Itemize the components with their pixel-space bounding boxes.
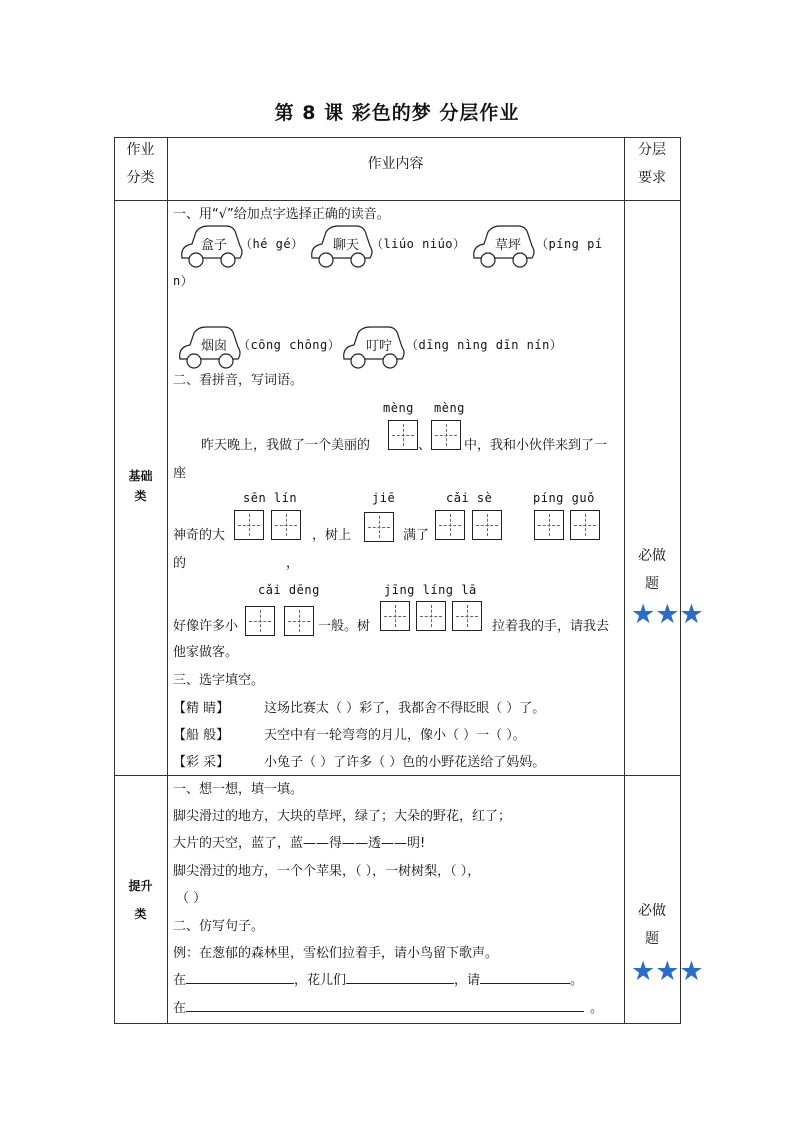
fill-text: 。 (590, 1001, 604, 1016)
fill-text: ，请 (454, 973, 481, 988)
q2-text: 的 (173, 556, 187, 571)
q2-pinyin: mèng (434, 401, 465, 415)
adv-q2-heading: 二、仿写句子。 (173, 919, 265, 934)
writing-grid[interactable] (452, 601, 482, 631)
writing-grid[interactable] (472, 510, 502, 540)
q3-text: 天空中有一轮弯弯的月儿，像小（ ）一（ ）。 (264, 728, 526, 743)
q2-pinyin: sēn lín (243, 491, 298, 505)
header-level-line1: 分层 (638, 142, 666, 158)
fill-text: ，花儿们 (294, 973, 347, 988)
writing-grid[interactable] (364, 512, 394, 542)
fill-text: 。 (570, 973, 584, 988)
q2-pinyin: píng guǒ (533, 491, 595, 505)
q1-word: 盒子 (201, 238, 228, 253)
adv-q1-line: 脚尖滑过的地方，一个个苹果，（ ），一树树梨，（ ）， (173, 864, 481, 879)
adv-q2-example: 例：在葱郁的森林里，雪松们拉着手，请小鸟留下歌声。 (173, 946, 499, 961)
writing-grid[interactable] (271, 510, 301, 540)
q1-word: 烟囱 (201, 339, 228, 354)
answer-blank[interactable] (346, 971, 454, 984)
q2-text: 、 (418, 438, 432, 453)
q2-pinyin: cǎi sè (446, 491, 493, 505)
writing-grid[interactable] (245, 606, 275, 636)
fill-text: 在 (173, 973, 187, 988)
writing-grid[interactable] (388, 420, 418, 450)
writing-grid[interactable] (431, 420, 461, 450)
q1-word: 叮咛 (366, 339, 393, 354)
q1-options: （liúo niúo） (371, 237, 466, 251)
q2-text: 昨天晚上，我做了一个美丽的 (201, 438, 371, 453)
q3-text: 这场比赛太（ ）彩了，我都舍不得眨眼（ ）了。 (264, 701, 546, 716)
basic-requirement (624, 542, 680, 598)
fill-text: 在 (173, 1001, 187, 1016)
advanced-stars: ★★★ (631, 956, 704, 987)
header-level (624, 136, 680, 192)
advanced-requirement-line2: 题 (645, 931, 659, 947)
answer-blank[interactable] (186, 971, 294, 984)
q2-text: 座 (173, 466, 187, 481)
advanced-requirement (624, 897, 680, 953)
writing-grid[interactable] (380, 601, 410, 631)
q1-word: 草坪 (495, 238, 522, 253)
q2-pinyin: mèng (383, 401, 414, 415)
q2-pinyin: jiē (372, 491, 396, 505)
basic-stars: ★★★ (631, 599, 704, 630)
q2-text: 他家做客。 (173, 645, 239, 660)
header-level-line2: 要求 (638, 170, 666, 186)
q3-heading: 三、选字填空。 (173, 673, 265, 688)
q3-pair: 【彩 采】 (173, 755, 230, 770)
writing-grid[interactable] (435, 510, 465, 540)
advanced-category-line1: 提升 (128, 879, 153, 893)
q2-text: ， (286, 556, 300, 571)
q2-text: 好像许多小 (173, 619, 239, 634)
page-title: 第 8 课 彩色的梦 分层作业 (274, 102, 520, 124)
advanced-category (114, 872, 167, 928)
q2-text: ，树上 (312, 528, 352, 543)
q2-pinyin: cǎi dēng (258, 583, 320, 597)
adv-q1-line: （ ） (176, 891, 207, 906)
basic-category-text: 基础类 (128, 469, 153, 503)
q2-text: 一般。树 (318, 619, 371, 634)
q1-heading: 一、用“√”给加点字选择正确的读音。 (173, 207, 390, 222)
answer-blank[interactable] (480, 971, 570, 984)
writing-grid[interactable] (284, 606, 314, 636)
q3-pair: 【船 般】 (173, 728, 230, 743)
q2-text: 拉着我的手，请我去 (492, 619, 610, 634)
basic-category-label (114, 466, 167, 506)
header-category-line1: 作业 (126, 142, 155, 158)
q2-text: 满了 (403, 528, 430, 543)
q2-pinyin: jīng líng lā (384, 583, 477, 597)
q1-options: （dīng nìng dīn nín） (406, 338, 563, 352)
writing-grid[interactable] (534, 510, 564, 540)
q1-options: （cōng chōng） (238, 338, 341, 352)
header-category-line2: 分类 (126, 170, 155, 186)
q1-word: 聊天 (333, 238, 360, 253)
q1-options: （píng pí (536, 237, 603, 251)
adv-q2-fill (173, 997, 603, 1016)
adv-q1-heading: 一、想一想，填一填。 (173, 782, 304, 797)
q3-pair: 【精 睛】 (173, 701, 230, 716)
basic-requirement-line2: 题 (645, 576, 659, 592)
header-content: 作业内容 (367, 156, 424, 172)
advanced-category-line2: 类 (134, 907, 147, 921)
q2-text: 神奇的大 (173, 528, 226, 543)
answer-blank[interactable] (186, 999, 584, 1012)
q2-text: 中，我和小伙伴来到了一 (464, 438, 608, 453)
adv-q2-fill (173, 969, 583, 988)
advanced-requirement-line1: 必做 (638, 903, 666, 919)
header-category (114, 136, 167, 192)
writing-grid[interactable] (416, 601, 446, 631)
writing-grid[interactable] (570, 510, 600, 540)
writing-grid[interactable] (234, 510, 264, 540)
q3-text: 小兔子（ ）了许多（ ）色的小野花送给了妈妈。 (264, 755, 546, 770)
adv-q1-line: 大片的天空，蓝了，蓝——得——透——明! (173, 836, 426, 851)
q1-options: （hé gé） (240, 237, 304, 251)
q2-heading: 二、看拼音，写词语。 (173, 373, 304, 388)
q1-wrap: n） (173, 274, 194, 288)
basic-requirement-line1: 必做 (638, 548, 666, 564)
adv-q1-line: 脚尖滑过的地方，大块的草坪，绿了；大朵的野花，红了； (173, 809, 512, 824)
